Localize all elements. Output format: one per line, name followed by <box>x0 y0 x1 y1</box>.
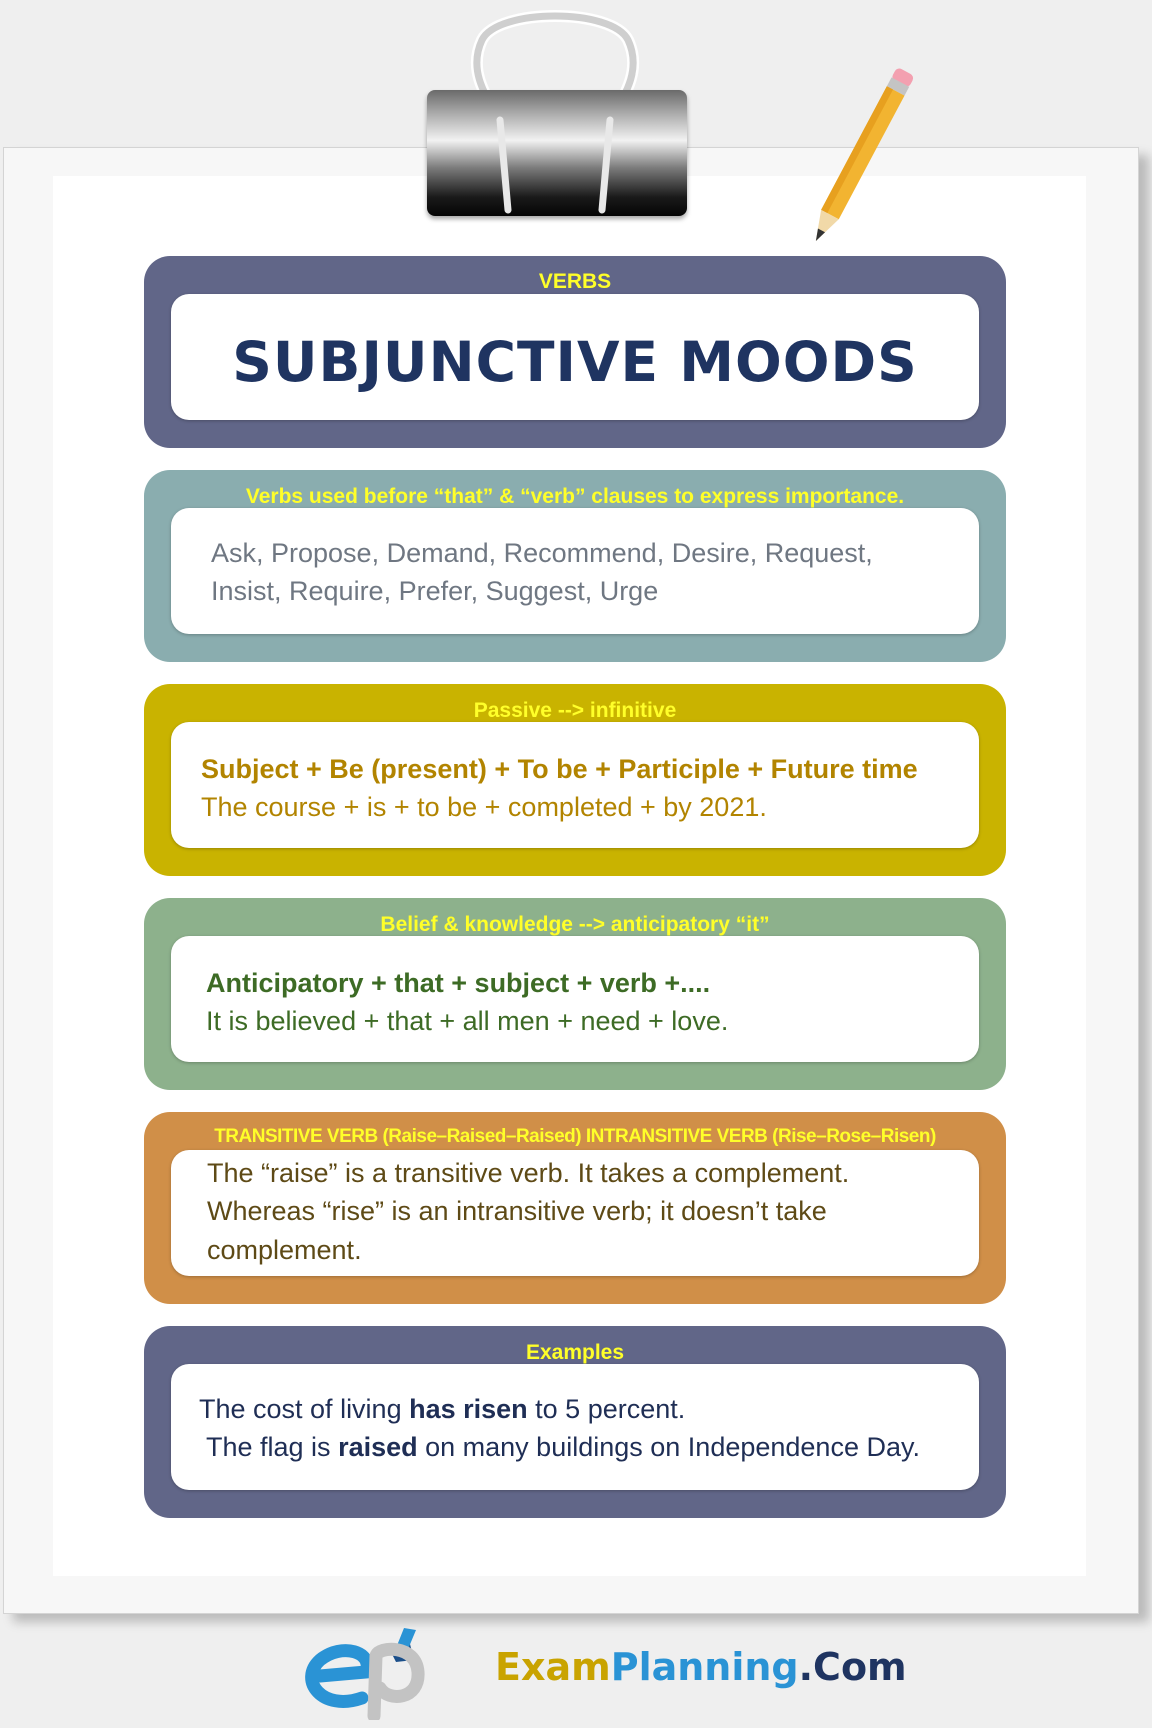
belief-label: Belief & knowledge --> anticipatory “it” <box>380 913 770 936</box>
binder-clip-wire-front <box>470 0 640 215</box>
passive-label: Passive --> infinitive <box>473 699 677 722</box>
example-1 <box>199 1394 685 1425</box>
header-card <box>171 294 979 420</box>
transitive-card <box>171 1150 979 1276</box>
belief-card <box>171 936 979 1062</box>
transitive-label: TRANSITIVE VERB (Raise–Raised–Raised) INTRANSITIVE VERB (Rise–Rose–Risen) <box>214 1126 936 1147</box>
brand-part-1: Exam <box>495 1645 611 1689</box>
example-2-post: on many buildings on Independence Day. <box>417 1432 920 1462</box>
brand-part-2: Planning <box>610 1645 799 1689</box>
example-2 <box>206 1432 920 1463</box>
belief-example: It is believed + that + all men + need + love. <box>206 1006 729 1036</box>
example-1-post: to 5 percent. <box>527 1394 686 1424</box>
passive-example: The course + is + to be + completed + by 2021. <box>201 792 767 822</box>
verbs-card <box>171 508 979 634</box>
example-1-pre: The cost of living <box>199 1394 410 1424</box>
example-1-bold: has risen <box>409 1394 528 1424</box>
belief-formula: Anticipatory + that + subject + verb +.... <box>206 968 711 998</box>
verbs-label: Verbs used before “that” & “verb” clauses to express importance. <box>245 485 905 508</box>
verbs-line-2: Insist, Require, Prefer, Suggest, Urge <box>211 576 659 606</box>
belief-panel <box>144 898 1006 1090</box>
ep-logo-icon <box>302 1620 432 1720</box>
transitive-line-1: The “raise” is a transitive verb. It takes a complement. <box>207 1158 850 1188</box>
example-2-bold: raised <box>338 1432 418 1462</box>
page-title: SUBJUNCTIVE MOODS <box>232 330 918 394</box>
verbs-panel <box>144 470 1006 662</box>
transitive-panel <box>144 1112 1006 1304</box>
passive-card <box>171 722 979 848</box>
brand-part-3: .Com <box>798 1645 907 1689</box>
examples-panel <box>144 1326 1006 1518</box>
verbs-line-1: Ask, Propose, Demand, Recommend, Desire, Request, <box>211 538 873 568</box>
header-label: VERBS <box>538 270 612 293</box>
examples-label: Examples <box>525 1341 625 1364</box>
example-2-pre: The flag is <box>206 1432 339 1462</box>
passive-formula: Subject + Be (present) + To be + Participle + Future time <box>201 754 918 784</box>
transitive-line-3: complement. <box>207 1235 362 1265</box>
pencil-icon <box>800 58 920 258</box>
transitive-line-2: Whereas “rise” is an intransitive verb; it doesn’t take <box>207 1196 827 1226</box>
passive-panel <box>144 684 1006 876</box>
examples-card <box>171 1364 979 1490</box>
header-panel <box>144 256 1006 448</box>
brand-name <box>495 1645 907 1689</box>
